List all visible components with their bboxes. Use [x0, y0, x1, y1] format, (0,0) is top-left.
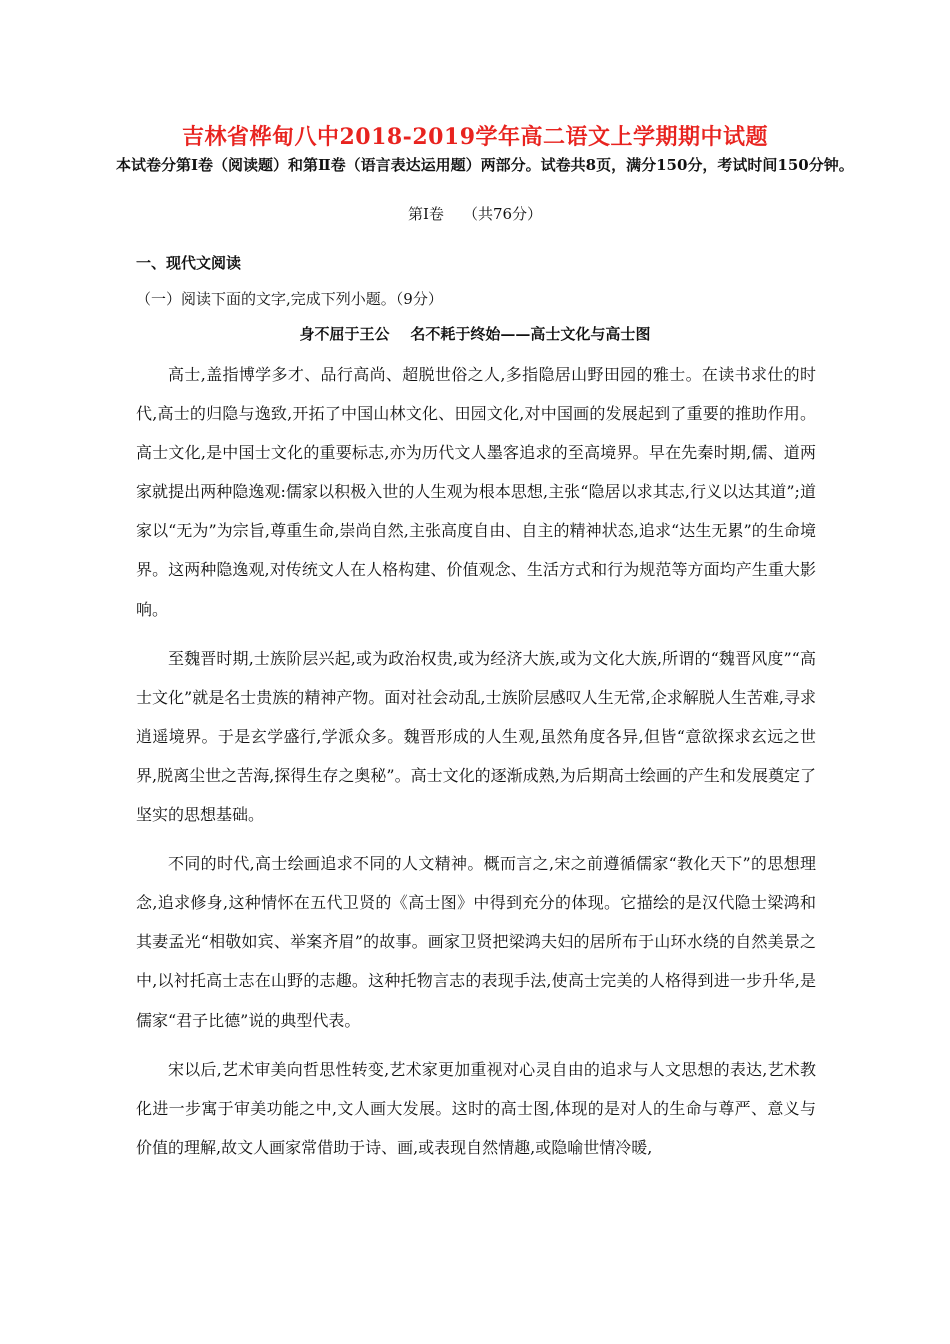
paragraph: 高士,盖指博学多才、品行高尚、超脱世俗之人,多指隐居山野田园的雅士。在读书求仕的时代,高士的归隐与逸致,开拓了中国山林文化、田园文化,对中国画的发展起到了重要的推助作用。高士文化,是中国士文化的重要标志,亦为历代文人墨客追求的至高境界。早在先秦时期,儒、道两家就提出两种隐逸观:儒家以积极入世的人生观为根本思想,主张“隐居以求其志,行义以达其道”;道家以“无为”为宗旨,尊重生命,崇尚自然,主张高度自由、自主的精神状态,追求“达生无累”的生命境界。这两种隐逸观,对传统文人在人格构建、价值观念、生活方式和行为规范等方面均产生重大影响。 [136, 365, 816, 619]
sub-heading: （一）阅读下面的文字,完成下列小题。（9分） [136, 290, 443, 308]
document-title: 吉林省桦甸八中2018-2019学年高二语文上学期期中试题 [181, 124, 769, 150]
paragraph: 不同的时代,高士绘画追求不同的人文精神。概而言之,宋之前遵循儒家“教化天下”的思想理念,追求修身,这种情怀在五代卫贤的《高士图》中得到充分的体现。它描绘的是汉代隐士梁鸿和其妻孟光“相敬如宾、举案齐眉”的故事。画家卫贤把梁鸿夫妇的居所布于山环水绕的自然美景之中,以衬托高士志在山野的志趣。这种托物言志的表现手法,使高士完美的人格得到进一步升华,是儒家“君子比德”说的典型代表。 [136, 854, 816, 1030]
exam-intro: 本试卷分第Ⅰ卷（阅读题）和第Ⅱ卷（语言表达运用题）两部分。试卷共8页，满分150分，考试时间150分钟。 [116, 156, 854, 174]
paragraph: 至魏晋时期,士族阶层兴起,或为政治权贵,或为经济大族,或为文化大族,所谓的“魏晋风度”“高士文化”就是名士贵族的精神产物。面对社会动乱,士族阶层感叹人生无常,企求解脱人生苦难,寻求逍遥境界。于是玄学盛行,学派众多。魏晋形成的人生观,虽然角度各异,但皆“意欲探求玄远之世界,脱离尘世之苦海,探得生存之奥秘”。高士文化的逐渐成熟,为后期高士绘画的产生和发展奠定了坚实的思想基础。 [136, 648, 816, 825]
section-heading: 一、现代文阅读 [136, 254, 242, 272]
paragraph: 宋以后,艺术审美向哲思性转变,艺术家更加重视对心灵自由的追求与人文思想的表达,艺术教化进一步寓于审美功能之中,文人画大发展。这时的高士图,体现的是对人的生命与尊严、意义与价值的理解,故文人画家常借助于诗、画,或表现自然情趣,或隐喻世情冷暖, [136, 1059, 816, 1157]
article-body [136, 355, 816, 1167]
part-heading: 第Ⅰ卷 （共76分） [407, 205, 543, 223]
article-title: 身不屈于王公 名不耗于终始——高士文化与高士图 [299, 325, 651, 343]
